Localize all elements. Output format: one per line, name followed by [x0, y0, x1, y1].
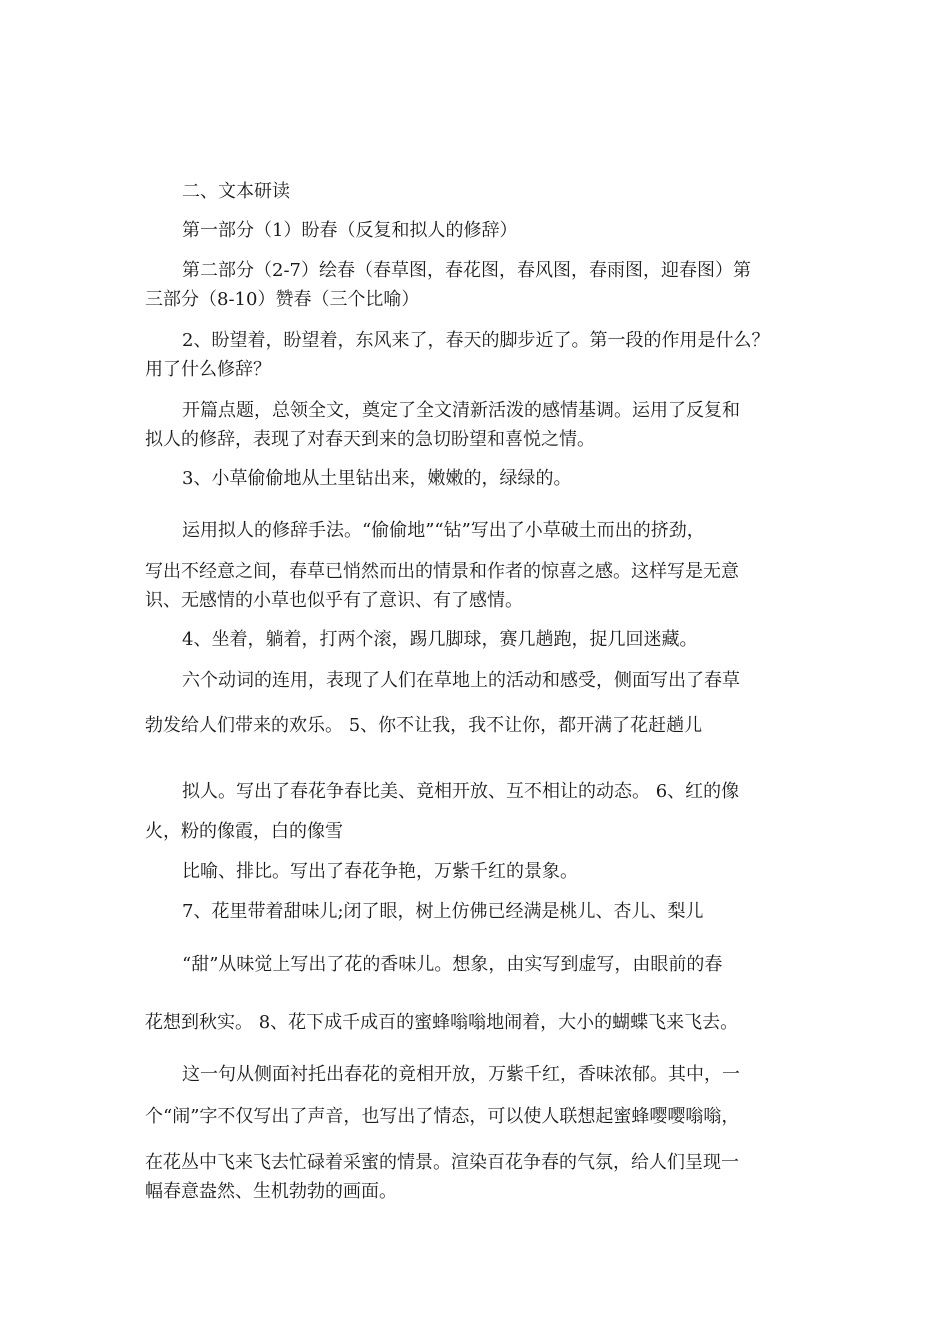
section-heading: 二、文本研读 — [182, 181, 290, 202]
text-line: 三部分（8-10）赞春（三个比喻） — [145, 289, 420, 310]
text-line: 火，粉的像霞，白的像雪 — [145, 821, 343, 842]
text-line: 用了什么修辞？ — [145, 359, 271, 380]
text-line: 幅春意盎然、生机勃勃的画面。 — [145, 1181, 397, 1202]
text-line: 拟人的修辞，表现了对春天到来的急切盼望和喜悦之情。 — [145, 429, 595, 450]
text-line: 花想到秋实。 8、花下成千成百的蜜蜂嗡嗡地闹着，大小的蝴蝶飞来飞去。 — [145, 1012, 739, 1033]
text-line: 运用拟人的修辞手法。“偷偷地”“钻”写出了小草破土而出的挤劲， — [182, 520, 705, 541]
text-line: 六个动词的连用，表现了人们在草地上的活动和感受，侧面写出了春草 — [182, 670, 740, 691]
text-line: 识、无感情的小草也似乎有了意识、有了感情。 — [145, 590, 523, 611]
text-line: 比喻、排比。写出了春花争艳，万紫千红的景象。 — [182, 861, 578, 882]
text-line: 第二部分（2-7）绘春（春草图，春花图，春风图，春雨图，迎春图）第 — [182, 260, 751, 281]
text-line: 第一部分（1）盼春（反复和拟人的修辞） — [182, 220, 518, 241]
text-line: 7、花里带着甜味儿;闭了眼，树上仿佛已经满是桃儿、杏儿、梨儿 — [182, 901, 704, 922]
text-line: 这一句从侧面衬托出春花的竟相开放，万紫千红，香味浓郁。其中，一 — [182, 1064, 740, 1085]
text-line: 勃发给人们带来的欢乐。 5、你不让我，我不让你，都开满了花赶趟儿 — [145, 715, 703, 736]
text-line: 开篇点题，总领全文，奠定了全文清新活泼的感情基调。运用了反复和 — [182, 400, 740, 421]
text-line: 4、坐着，躺着，打两个滚，踢几脚球，赛几趟跑，捉几回迷藏。 — [182, 629, 698, 650]
text-line: 在花丛中飞来飞去忙碌着采蜜的情景。渲染百花争春的气氛，给人们呈现一 — [145, 1152, 739, 1173]
text-line: 个“闹”字不仅写出了声音，也写出了情态，可以使人联想起蜜蜂嘤嘤嗡嗡， — [145, 1106, 740, 1127]
text-line: 拟人。写出了春花争春比美、竟相开放、互不相让的动态。 6、红的像 — [182, 781, 740, 802]
text-line: 2、盼望着，盼望着，东风来了，春天的脚步近了。第一段的作用是什么？ — [182, 330, 770, 351]
text-line: “甜”从味觉上写出了花的香味儿。想象，由实写到虚写，由眼前的春 — [182, 954, 723, 975]
text-line: 3、小草偷偷地从土里钻出来，嫩嫩的，绿绿的。 — [182, 468, 572, 489]
text-line: 写出不经意之间，春草已悄然而出的情景和作者的惊喜之感。这样写是无意 — [145, 561, 739, 582]
